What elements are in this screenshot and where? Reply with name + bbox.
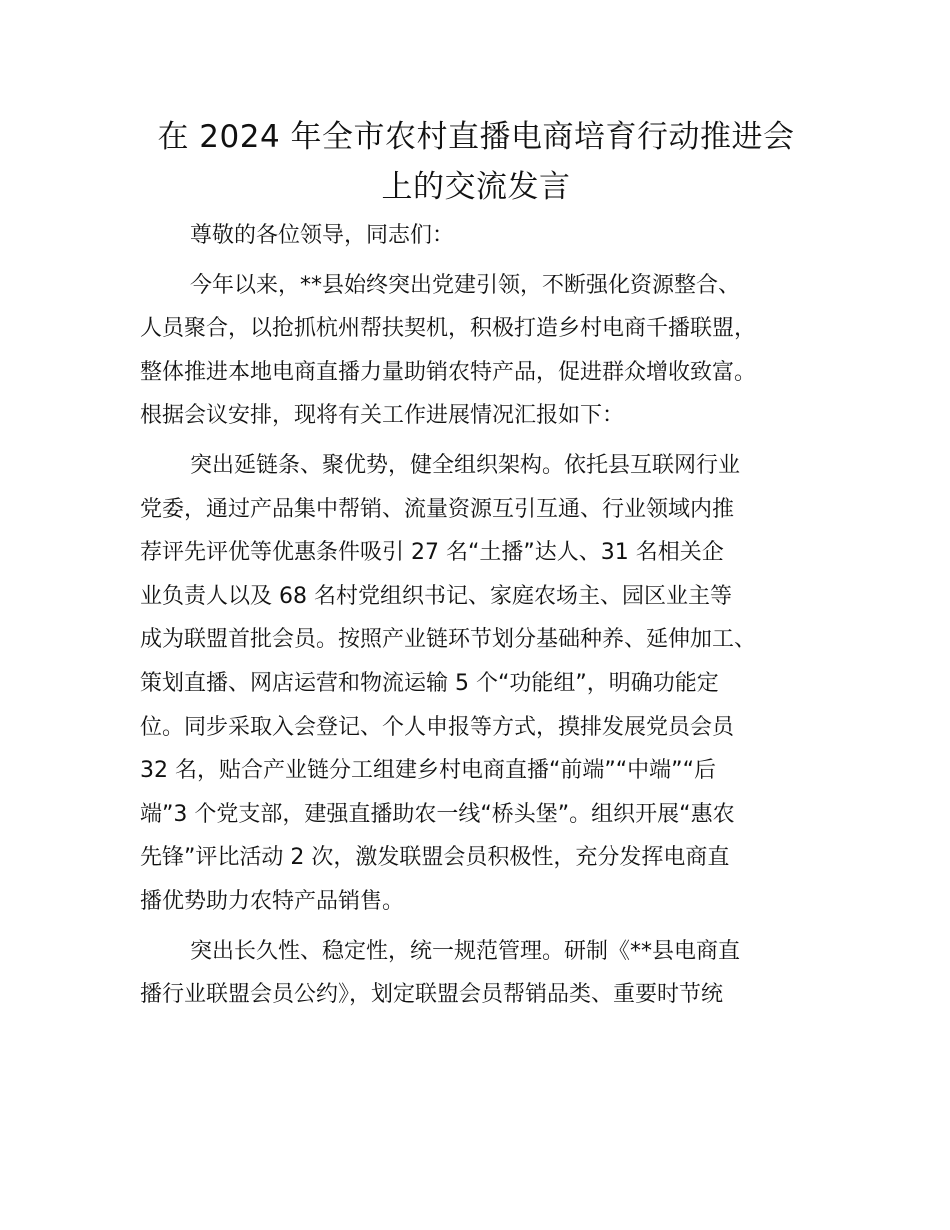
text-line: 尊敬的各位领导，同志们： (190, 223, 455, 248)
text-line: 根据会议安排，现将有关工作进展情况汇报如下： (140, 403, 625, 429)
document-body (140, 214, 830, 1023)
text-line: 突出长久性、稳定性，统一规范管理。研制《**县电商直 (190, 938, 741, 964)
text-line: 整体推进本地电商直播力量助销农特产品，促进群众增收致富。 (140, 359, 757, 385)
paragraph-intro (140, 264, 830, 438)
paragraph-management (140, 930, 830, 1017)
text-line: 位。同步采取入会登记、个人申报等方式，摸排发展党员会员 (140, 714, 735, 740)
text-line: 人员聚合，以抢抓杭州帮扶契机，积极打造乡村电商千播联盟， (140, 316, 757, 342)
paragraph-organization (140, 444, 830, 924)
text-line: 32 名，贴合产业链分工组建乡村电商直播“前端”“中端”“后 (140, 758, 716, 784)
text-line: 成为联盟首批会员。按照产业链环节划分基础种养、延伸加工、 (140, 627, 757, 653)
text-line: 突出延链条、聚优势，健全组织架构。依托县互联网行业 (190, 452, 741, 478)
text-line: 先锋”评比活动 2 次，激发联盟会员积极性，充分发挥电商直 (140, 845, 730, 871)
paragraph-salutation (140, 214, 830, 258)
text-line: 党委，通过产品集中帮销、流量资源互引互通、行业领域内推 (140, 496, 735, 522)
title-line-1: 在 2024 年全市农村直播电商培育行动推进会 (157, 119, 795, 155)
text-line: 端”3 个党支部，建强直播助农一线“桥头堡”。组织开展“惠农 (140, 801, 735, 827)
title-line-2: 上的交流发言 (381, 169, 571, 205)
text-line: 策划直播、网店运营和物流运输 5 个“功能组”，明确功能定 (140, 670, 719, 696)
text-line: 今年以来，**县始终突出党建引领，不断强化资源整合、 (190, 272, 741, 298)
document-title (140, 112, 812, 212)
text-line: 荐评先评优等优惠条件吸引 27 名“土播”达人、31 名相关企 (140, 540, 724, 566)
text-line: 业负责人以及 68 名村党组织书记、家庭农场主、园区业主等 (140, 583, 732, 609)
text-line: 播优势助力农特产品销售。 (140, 888, 405, 914)
text-line: 播行业联盟会员公约》，划定联盟会员帮销品类、重要时节统 (140, 982, 724, 1008)
